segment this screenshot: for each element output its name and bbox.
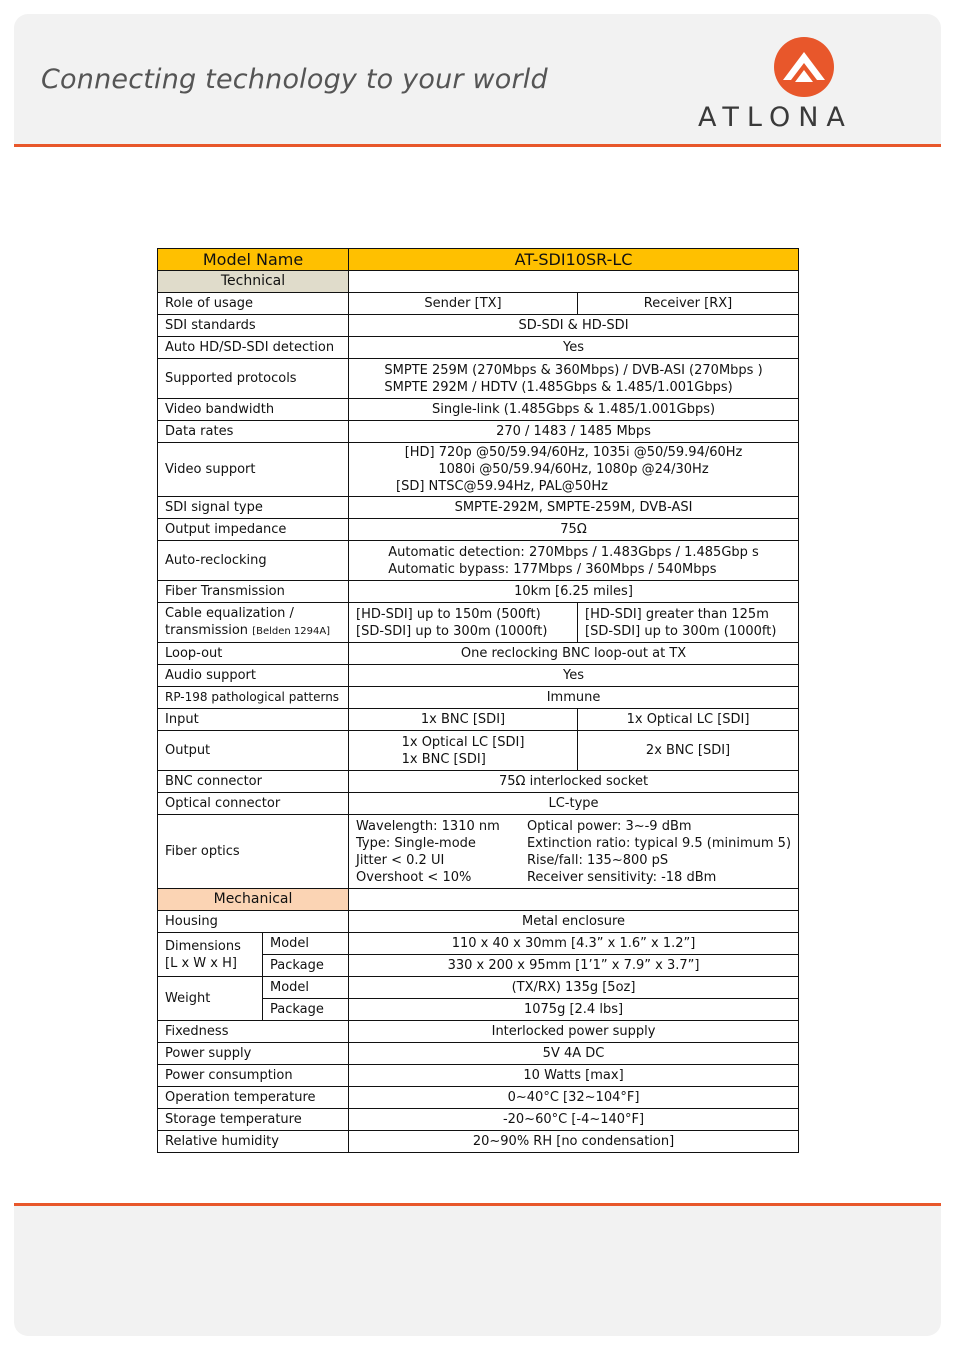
table-row: Auto HD/SD-SDI detection Yes — [158, 337, 799, 359]
table-row: Auto-reclocking Automatic detection: 270Mbps / 1.483Gbps / 1.485Gbp s Automatic bypass: 177Mbps / 360Mbps / 540Mbps — [158, 541, 799, 581]
table-row: Fixedness Interlocked power supply — [158, 1021, 799, 1043]
table-row: Housing Metal enclosure — [158, 911, 799, 933]
table-row: Video bandwidth Single-link (1.485Gbps & 1.485/1.001Gbps) — [158, 399, 799, 421]
table-row: Optical connector LC-type — [158, 793, 799, 815]
table-row: Output impedance 75Ω — [158, 519, 799, 541]
table-header-row — [158, 249, 799, 271]
model-name-value: AT-SDI10SR-LC — [349, 249, 799, 271]
tagline: Connecting technology to your world — [41, 64, 548, 95]
table-row: BNC connector 75Ω interlocked socket — [158, 771, 799, 793]
table-row: Fiber optics Wavelength: 1310 nm Type: Single-mode Jitter < 0.2 UI Overshoot < 10% Optical power: 3~-9 dBm Extinction ratio: typical 9.5 (minimum 5) Rise/fall: 135~800 pS Receiver sensitivity: -18 dBm — [158, 815, 799, 889]
table-row: Package 1075g [2.4 lbs] — [158, 999, 799, 1021]
table-row: Supported protocols SMPTE 259M (270Mbps & 360Mbps) / DVB-ASI (270Mbps ) SMPTE 292M / HDTV (1.485Gbps & 1.485/1.001Gbps) — [158, 359, 799, 399]
table-row: Input 1x BNC [SDI] 1x Optical LC [SDI] — [158, 709, 799, 731]
table-row: Cable equalization / transmission [Belden 1294A] [HD-SDI] up to 150m (500ft) [SD-SDI] up to 300m (1000ft) [HD-SDI] greater than 125m [SD-SDI] up to 300m (1000ft) — [158, 603, 799, 643]
section-mechanical: Mechanical — [158, 889, 349, 911]
table-row: Storage temperature -20~60°C [-4~140°F] — [158, 1109, 799, 1131]
section-row — [158, 889, 799, 911]
spec-table — [157, 248, 799, 1153]
header — [14, 14, 941, 146]
table-row: RP-198 pathological patterns Immune — [158, 687, 799, 709]
model-name-label: Model Name — [158, 249, 349, 271]
atlona-logo-icon — [773, 36, 835, 98]
table-row: Power consumption 10 Watts [max] — [158, 1065, 799, 1087]
table-row: Package 330 x 200 x 95mm [1’1” x 7.9” x 3.7”] — [158, 955, 799, 977]
footer-divider — [14, 1203, 941, 1206]
table-row: Operation temperature 0~40°C [32~104°F] — [158, 1087, 799, 1109]
table-row: Video support [HD] 720p @50/59.94/60Hz, 1035i @50/59.94/60Hz 1080i @50/59.94/60Hz, 1080p @24/30Hz [SD] NTSC@59.94Hz, PAL@50Hz — [158, 443, 799, 497]
table-row: SDI standards SD-SDI & HD-SDI — [158, 315, 799, 337]
table-row: Data rates 270 / 1483 / 1485 Mbps — [158, 421, 799, 443]
table-row: Dimensions [L x W x H] Model 110 x 40 x 30mm [4.3” x 1.6” x 1.2”] — [158, 933, 799, 955]
section-technical: Technical — [158, 271, 349, 293]
table-row: Loop-out One reclocking BNC loop-out at TX — [158, 643, 799, 665]
table-row: Fiber Transmission 10km [6.25 miles] — [158, 581, 799, 603]
brand-wordmark: ATLONA — [698, 102, 853, 133]
table-row: Output 1x Optical LC [SDI] 1x BNC [SDI] 2x BNC [SDI] — [158, 731, 799, 771]
table-row: Power supply 5V 4A DC — [158, 1043, 799, 1065]
table-row: Weight Model (TX/RX) 135g [5oz] — [158, 977, 799, 999]
table-row: SDI signal type SMPTE-292M, SMPTE-259M, DVB-ASI — [158, 497, 799, 519]
section-row — [158, 271, 799, 293]
table-row: Role of usage Sender [TX] Receiver [RX] — [158, 293, 799, 315]
table-row: Relative humidity 20~90% RH [no condensation] — [158, 1131, 799, 1153]
table-row: Audio support Yes — [158, 665, 799, 687]
